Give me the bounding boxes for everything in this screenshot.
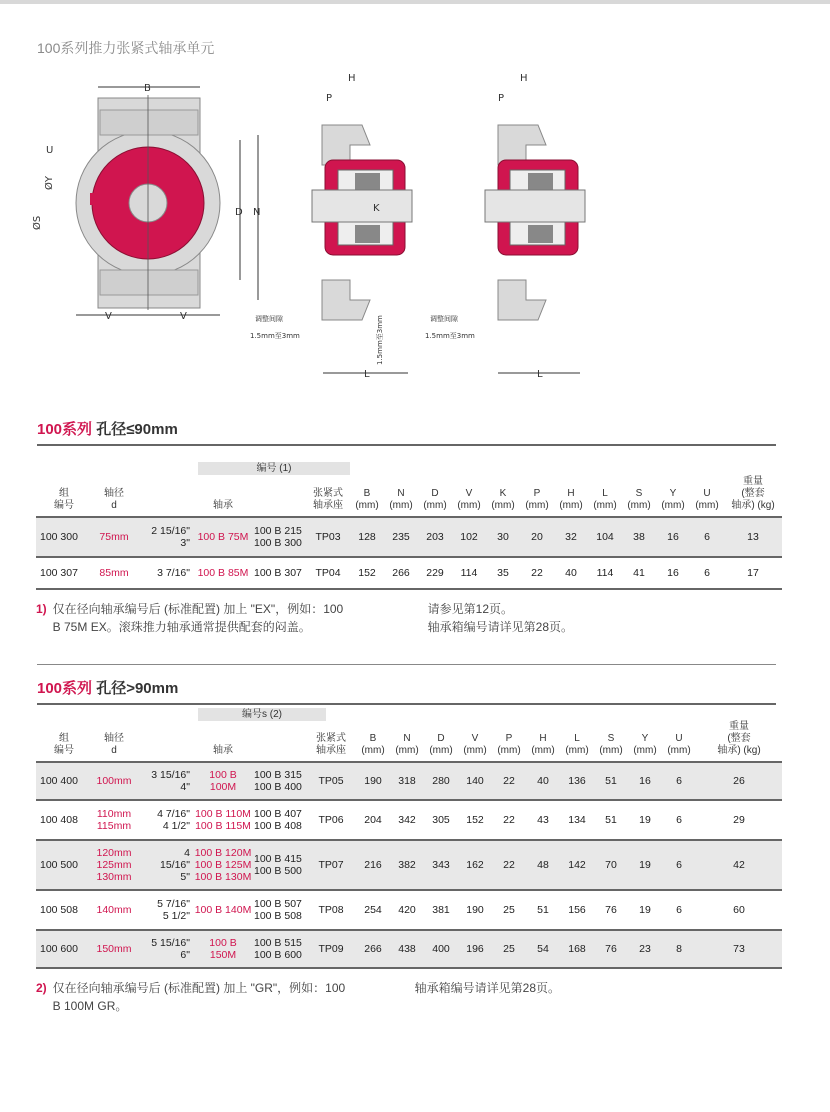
table-cell: 30 (486, 517, 520, 557)
table-cell: 6 (662, 762, 696, 800)
table-cell: 100 508 (40, 904, 78, 916)
column-header: K (mm) (491, 488, 515, 511)
label-u: U (46, 145, 54, 156)
table-cell: 76 (605, 904, 617, 916)
table-cell: 5 7/16" 5 1/2" (157, 898, 190, 922)
table-cell: 32 (554, 517, 588, 557)
table-cell: 229 (426, 567, 444, 579)
table-cell: 100 B 415 100 B 500 (254, 840, 306, 890)
column-header: H (mm) (559, 488, 583, 511)
table-cell: 100 B 315 100 B 400 (254, 762, 306, 800)
column-header: H (mm) (531, 733, 555, 756)
table-cell: 85mm (99, 567, 129, 579)
footnote-text: 仅在径向轴承编号后 (标准配置) 加上 "EX"，例如：100 B 75M EX。滚珠推力轴承通常提供配套的闷盖。 (52, 602, 344, 634)
column-header: B (mm) (361, 733, 385, 756)
table-cell: TP08 (318, 904, 344, 916)
table-cell: TP07 (306, 840, 356, 890)
column-header: 重量 (整套 轴承) (kg) (731, 476, 775, 511)
table-cell: 280 (424, 762, 458, 800)
table-cell: 100 B 140M (194, 904, 252, 916)
label-v-right: V (180, 311, 187, 322)
clearance-value-2: 1.5mm至3mm (425, 332, 475, 340)
label-k: K (373, 203, 380, 214)
table-cell: 16 (656, 517, 690, 557)
table-cell: 48 (526, 840, 560, 890)
table-cell: 100 500 (36, 840, 92, 890)
footnote-number: 1) (36, 602, 47, 616)
table-cell: 4 7/16" 4 1/2" (157, 808, 190, 832)
column-header: 张紧式 轴承座 (313, 488, 343, 511)
table-cell: TP09 (306, 930, 356, 968)
table-cell: 266 (356, 930, 390, 968)
table1-footnotes (36, 600, 776, 636)
table-cell: 20 (520, 517, 554, 557)
table-cell: 110mm 115mm (96, 808, 132, 832)
label-s: ØS (32, 215, 43, 230)
table2-section (36, 721, 776, 1015)
column-header: V (mm) (457, 488, 481, 511)
table-cell: 16 (667, 567, 679, 579)
table-cell: 120mm 125mm 130mm (92, 840, 136, 890)
table-cell: 29 (733, 814, 745, 826)
front-view (31, 83, 260, 322)
table-cell: 382 (390, 840, 424, 890)
table-cell: 100 B 85M (197, 567, 249, 579)
table-cell: 25 (492, 930, 526, 968)
table-cell: 216 (356, 840, 390, 890)
column-header: U (mm) (695, 488, 719, 511)
table-cell: 51 (594, 762, 628, 800)
table-cell: 70 (594, 840, 628, 890)
table-row (36, 557, 782, 589)
table-cell: 13 (724, 517, 782, 557)
table-cell: 19 (639, 904, 651, 916)
table1-heading (37, 418, 178, 439)
column-header: P (mm) (525, 488, 549, 511)
table-cell: 6 (662, 840, 696, 890)
table-cell: 100 B 215 100 B 300 (254, 517, 306, 557)
table-cell: 438 (390, 930, 424, 968)
table-cell: 100 408 (40, 814, 78, 826)
table-cell: 203 (418, 517, 452, 557)
table-row (36, 890, 782, 930)
table-cell: 100 B 75M (192, 517, 254, 557)
table-cell: 60 (733, 904, 745, 916)
table-cell: 43 (537, 814, 549, 826)
table-cell: 22 (503, 814, 515, 826)
column-header: 轴承 (213, 745, 233, 756)
table-row (36, 800, 782, 840)
table-cell: 100 B 120M 100 B 125M 100 B 130M (192, 840, 254, 890)
column-header: P (mm) (497, 733, 521, 756)
table2-footnotes (36, 979, 776, 1015)
clearance-vertical: 1.5mm至3mm (376, 315, 384, 365)
column-header: 重量 (整套 轴承) (kg) (717, 721, 761, 756)
table1-heading-series: 100系列 (37, 421, 93, 438)
table-cell: 5 15/16" 6" (136, 930, 192, 968)
table-cell: 54 (526, 930, 560, 968)
table-cell: 100 B 110M 100 B 115M (195, 808, 251, 832)
table-cell: 26 (696, 762, 782, 800)
table-cell: 254 (364, 904, 382, 916)
label-l-2: L (537, 369, 543, 380)
table-cell: 19 (628, 840, 662, 890)
table-cell: 17 (747, 567, 759, 579)
side-view-1 (250, 73, 412, 380)
table-cell: 196 (458, 930, 492, 968)
table-cell: 2 15/16" 3" (136, 517, 192, 557)
table-cell: 4 15/16" 5" (136, 840, 192, 890)
table-cell: 41 (633, 567, 645, 579)
table-cell: 8 (662, 930, 696, 968)
footnote-text: 仅在径向轴承编号后 (标准配置) 加上 "GR"，例如：100 B 100M GR。 (52, 981, 346, 1013)
table1-group-header: 编号 (1) (198, 462, 350, 475)
table-cell: 140mm (96, 904, 132, 916)
column-header: Y (mm) (661, 488, 685, 511)
column-header: S (mm) (599, 733, 623, 756)
table-cell: TP05 (306, 762, 356, 800)
label-p: P (326, 93, 333, 104)
table-cell: 190 (356, 762, 390, 800)
table-cell: 142 (560, 840, 594, 890)
column-header: U (mm) (667, 733, 691, 756)
table2-heading-bore: 孔径>90mm (96, 680, 179, 697)
table-row (36, 840, 782, 890)
table-cell: 140 (458, 762, 492, 800)
header-row (36, 476, 782, 517)
table-cell: 100 B 407 100 B 408 (254, 808, 302, 832)
table-cell: 134 (568, 814, 586, 826)
table-cell: 25 (503, 904, 515, 916)
table1 (36, 476, 782, 590)
table-cell: 343 (424, 840, 458, 890)
table-cell: 318 (390, 762, 424, 800)
table-cell: 6 (676, 904, 682, 916)
footnote-number: 2) (36, 981, 47, 995)
table1-footnote-right: 请参见第12页。 轴承箱编号请详见第28页。 (427, 602, 574, 634)
clearance-value: 1.5mm至3mm (250, 332, 300, 340)
table-cell: 40 (526, 762, 560, 800)
table-cell: 100mm (92, 762, 136, 800)
table-cell: 114 (460, 567, 478, 579)
column-header: Y (mm) (633, 733, 657, 756)
table-cell: TP04 (315, 567, 341, 579)
table-cell: 266 (392, 567, 410, 579)
label-v-left: V (105, 311, 112, 322)
label-h: H (348, 73, 356, 84)
table-cell: 35 (497, 567, 509, 579)
top-border (0, 0, 830, 4)
column-header: 张紧式 轴承座 (316, 733, 346, 756)
label-d: D (235, 207, 243, 218)
table-cell: 40 (565, 567, 577, 579)
table-cell: 3 7/16" (157, 567, 190, 579)
table-cell: 100 B 150M (192, 930, 254, 968)
page-title: 100系列推力张紧式轴承单元 (37, 40, 215, 56)
table2-footnote-right: 轴承箱编号请详见第28页。 (414, 981, 561, 995)
table-cell: 128 (350, 517, 384, 557)
table-cell: 38 (622, 517, 656, 557)
table-cell: 204 (364, 814, 382, 826)
table-cell: 22 (492, 840, 526, 890)
table-cell: 100 B 515 100 B 600 (254, 930, 306, 968)
table-cell: 16 (628, 762, 662, 800)
table-cell: TP06 (318, 814, 344, 826)
table-cell: 305 (432, 814, 450, 826)
column-header: D (mm) (429, 733, 453, 756)
table-cell: 23 (628, 930, 662, 968)
table-cell: 190 (466, 904, 484, 916)
divider (37, 703, 776, 705)
label-p-2: P (498, 93, 505, 104)
table-cell: 162 (458, 840, 492, 890)
table-cell: 156 (568, 904, 586, 916)
column-header: 轴径 d (104, 488, 124, 511)
table-cell: 168 (560, 930, 594, 968)
table2 (36, 721, 782, 969)
table-cell: 22 (531, 567, 543, 579)
table-cell: 342 (398, 814, 416, 826)
table-cell: 104 (588, 517, 622, 557)
label-b: B (144, 83, 151, 94)
table-cell: 73 (696, 930, 782, 968)
table-cell: 152 (358, 567, 376, 579)
table-cell: 100 B 507 100 B 508 (254, 898, 302, 922)
table-cell: 381 (432, 904, 450, 916)
table-cell: TP03 (306, 517, 350, 557)
label-n: N (253, 207, 261, 218)
bearing-unit-diagram (30, 65, 590, 385)
table2-heading-series: 100系列 (37, 680, 93, 697)
column-header (254, 721, 306, 762)
table-cell: 152 (466, 814, 484, 826)
side-view-2 (425, 73, 585, 380)
column-header: N (mm) (395, 733, 419, 756)
table-cell: 420 (398, 904, 416, 916)
clearance-label-2: 调整间隙 (430, 315, 458, 323)
table-cell: 100 400 (36, 762, 92, 800)
table2-group-header: 编号s (2) (198, 708, 326, 721)
column-header: 组 编号 (54, 488, 74, 511)
table-cell: 3 15/16" 4" (136, 762, 192, 800)
header-row (36, 721, 782, 762)
table-cell: 136 (560, 762, 594, 800)
table-cell: 6 (690, 517, 724, 557)
column-header (254, 476, 306, 517)
table-cell: 22 (492, 762, 526, 800)
column-header: 轴径 d (104, 733, 124, 756)
table-cell: 235 (384, 517, 418, 557)
column-header: L (mm) (593, 488, 617, 511)
table-row (36, 930, 782, 968)
table-cell: 75mm (92, 517, 136, 557)
column-header (136, 476, 192, 517)
table-cell: 100 B 100M (192, 762, 254, 800)
table-cell: 400 (424, 930, 458, 968)
divider (37, 444, 776, 446)
table-cell: 150mm (92, 930, 136, 968)
table-cell: 100 600 (36, 930, 92, 968)
column-header (136, 721, 192, 762)
table-cell: 100 300 (36, 517, 92, 557)
table1-heading-bore: 孔径≤90mm (96, 421, 178, 438)
table-cell: 100 B 307 (254, 567, 302, 579)
table-row (36, 762, 782, 800)
table-cell: 6 (704, 567, 710, 579)
table-cell: 76 (594, 930, 628, 968)
column-header: D (mm) (423, 488, 447, 511)
clearance-label: 调整间隙 (255, 315, 283, 323)
table-cell: 6 (676, 814, 682, 826)
table-cell: 51 (605, 814, 617, 826)
label-y: ØY (44, 176, 55, 190)
table-cell: 51 (537, 904, 549, 916)
column-header: L (mm) (565, 733, 589, 756)
table-cell: 114 (596, 567, 614, 579)
table2-heading (37, 677, 178, 698)
table-cell: 102 (452, 517, 486, 557)
label-h-2: H (520, 73, 528, 84)
column-header: S (mm) (627, 488, 651, 511)
table-row (36, 517, 782, 557)
label-l: L (364, 369, 370, 380)
column-header: 轴承 (213, 500, 233, 511)
column-header: N (mm) (389, 488, 413, 511)
table1-section (36, 476, 776, 636)
column-header: V (mm) (463, 733, 487, 756)
column-header: B (mm) (355, 488, 379, 511)
table-cell: 19 (639, 814, 651, 826)
table-cell: 100 307 (40, 567, 78, 579)
column-header: 组 编号 (54, 733, 74, 756)
divider (37, 664, 776, 665)
table-cell: 42 (696, 840, 782, 890)
